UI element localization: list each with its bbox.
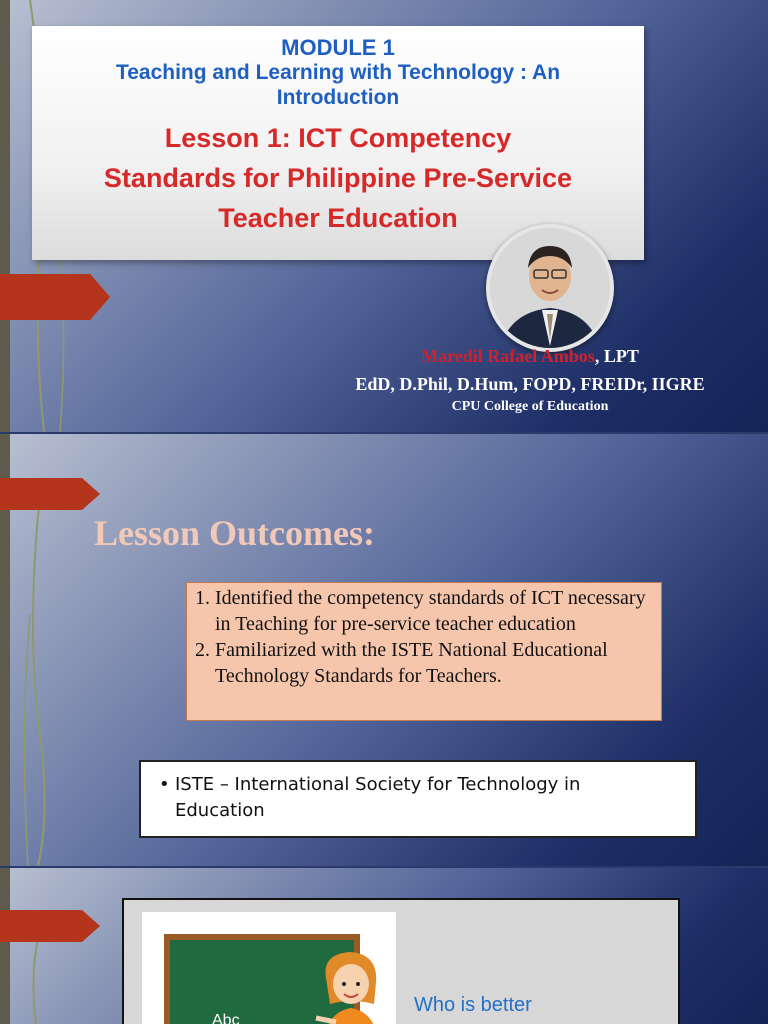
lesson-title [32,118,644,238]
outcome-item: 1. Identified the competency standards of ICT necessary in Teaching for pre-service teacher education [215,585,655,637]
lesson-title-line3: Teacher Education [218,203,458,233]
teacher-figure [312,948,392,1024]
author-name [300,346,760,367]
question-text: Who is better [414,994,532,1016]
outcome-item: 2. Familiarized with the ISTE National Educational Technology Standards for Teachers. [215,637,655,689]
author-suffix: , LPT [594,346,639,366]
arrow-marker [0,478,100,510]
arrow-marker [0,274,110,320]
arrow-marker [0,910,100,942]
lesson-title-line1: Lesson 1: ICT Competency [164,123,512,153]
author-school: CPU College of Education [451,399,609,414]
slide-question [0,868,768,1024]
question-frame [122,898,680,1024]
slide-title [0,0,768,432]
slide-outcomes [0,434,768,866]
vine-decoration [0,868,110,1024]
outcomes-title: Lesson Outcomes: [94,513,375,553]
author-name-text: Maredil Rafael Ambos [421,346,595,366]
module-label: MODULE 1 [281,35,395,60]
author-photo [486,224,614,352]
outcomes-list [186,582,662,721]
chalkboard-text: Abc [212,1012,240,1024]
iste-definition-text: ISTE – International Society for Technology in Education [175,774,581,821]
course-title: Teaching and Learning with Technology : An Introduction [115,61,561,109]
author-degrees: EdD, D.Phil, D.Hum, FOPD, FREIDr, IIGRE [355,374,705,394]
iste-definition-box [139,760,697,838]
lesson-title-line2: Standards for Philippine Pre-Service [103,163,573,193]
bullet: • [159,774,170,795]
teacher-illustration [142,912,396,1024]
